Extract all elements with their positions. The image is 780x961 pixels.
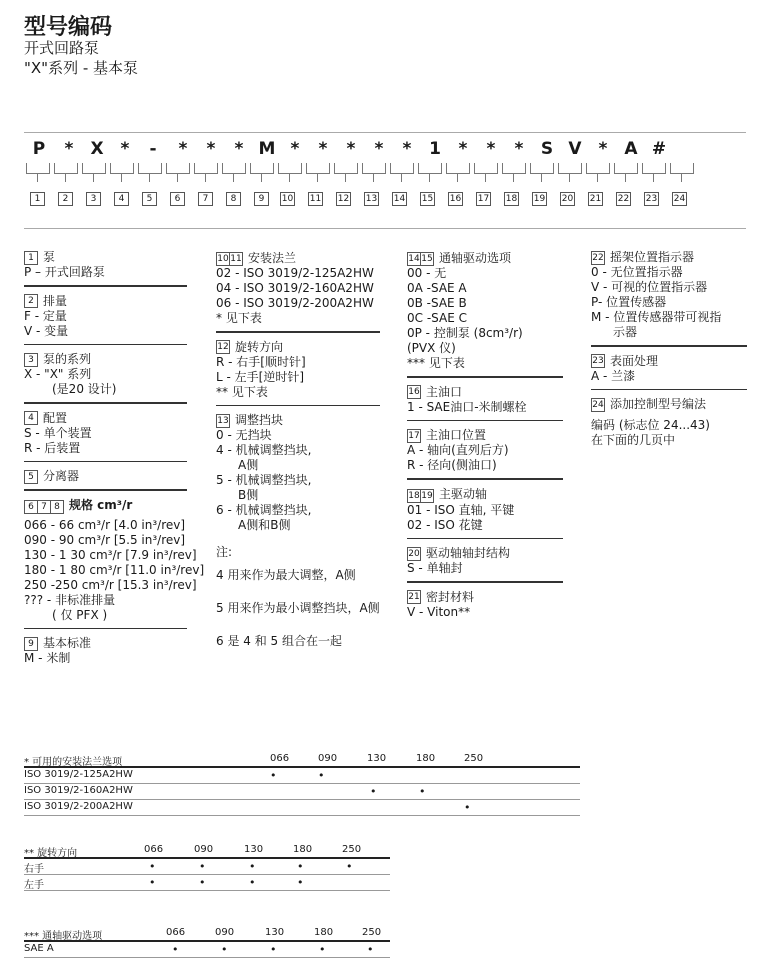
- section-header: [24, 250, 187, 265]
- section-divider: [24, 344, 187, 346]
- code-char: S: [540, 139, 554, 159]
- option-line: ** 见下表: [216, 384, 268, 399]
- availability-dot: •: [367, 943, 374, 956]
- table-row: [24, 875, 390, 891]
- position-number: 12: [337, 194, 350, 204]
- option-line: 6 - 机械调整挡块,: [216, 503, 312, 517]
- section-header: [216, 250, 380, 266]
- option-line: V - Viton**: [407, 604, 471, 619]
- column-3: [407, 248, 563, 620]
- section-title: 规格 cm³/r: [69, 498, 133, 512]
- option-line: 01 - ISO 直轴, 平键: [407, 502, 515, 517]
- bracket: [166, 163, 190, 174]
- bracket: [82, 163, 106, 174]
- section-header: [407, 250, 563, 266]
- column-header: 250: [342, 844, 362, 855]
- position-number: 21: [589, 194, 602, 204]
- table-header: [24, 752, 580, 768]
- option-line: 066 - 66 cm³/r [4.0 in³/rev]: [24, 517, 186, 532]
- table-title: * 可用的安装法兰选项: [24, 757, 123, 768]
- position-box: 11: [230, 254, 242, 264]
- section-divider: [24, 489, 187, 491]
- option-line: M - 位置传感器带可视指: [591, 310, 722, 324]
- availability-dot: •: [419, 785, 426, 798]
- section-header: [24, 498, 187, 514]
- option-line: P- 位置传感器: [591, 295, 667, 309]
- section-title: 密封材料: [426, 589, 475, 604]
- option-line: A侧: [238, 458, 259, 472]
- section-header: [407, 590, 563, 605]
- column-header: 130: [244, 844, 264, 855]
- position-box: 4: [24, 411, 38, 425]
- bracket: [642, 163, 666, 174]
- flange-options-table: [24, 752, 580, 816]
- section-divider: [591, 345, 747, 347]
- availability-dot: •: [297, 860, 304, 873]
- position-number: 16: [449, 194, 462, 204]
- column-header: 090: [194, 844, 214, 855]
- code-char: *: [206, 139, 216, 159]
- column-header: 180: [416, 753, 436, 764]
- position-number: 19: [533, 194, 546, 204]
- column-1: [24, 248, 205, 666]
- position-number: 1: [30, 192, 45, 206]
- code-char: *: [402, 139, 412, 159]
- position-number: 24: [673, 194, 686, 204]
- position-number: 15: [421, 194, 434, 204]
- row-label: ISO 3019/2-125A2HW: [24, 769, 133, 780]
- position-box: 3: [24, 353, 38, 367]
- table-header: [24, 926, 390, 942]
- section-header: [591, 397, 747, 412]
- position-number: 17: [477, 194, 490, 204]
- column-2: [216, 248, 380, 649]
- code-char: A: [624, 139, 638, 159]
- option-line: S - 单个装置: [24, 425, 92, 440]
- position-box: 15: [421, 254, 433, 264]
- divider: [24, 132, 746, 133]
- code-char: *: [64, 139, 74, 159]
- code-char: *: [486, 139, 496, 159]
- option-line: 02 - ISO 花键: [407, 517, 483, 532]
- bracket: [390, 163, 414, 174]
- column-header: 130: [367, 753, 387, 764]
- thru-drive-table: [24, 926, 390, 958]
- bracket: [222, 163, 246, 174]
- option-line: R - 后装置: [24, 440, 81, 455]
- section-header: [407, 546, 563, 561]
- divider: [24, 228, 746, 229]
- position-number: 9: [254, 192, 269, 206]
- option-line: F - 定量: [24, 308, 67, 323]
- position-box: 23: [592, 356, 604, 366]
- position-number: 5: [142, 192, 157, 206]
- section-header: [591, 354, 747, 369]
- option-line: 0 - 无挡块: [216, 428, 272, 442]
- availability-dot: •: [319, 943, 326, 956]
- bracket: [194, 163, 218, 174]
- section-title: 主油口位置: [426, 428, 487, 442]
- section-title: 主油口: [426, 384, 463, 399]
- position-number: 14: [393, 194, 406, 204]
- position-number: 20: [561, 194, 574, 204]
- column-header: 250: [464, 753, 484, 764]
- section-title: 旋转方向: [235, 339, 284, 354]
- row-label: 左手: [24, 880, 44, 891]
- page-title: 型号编码: [24, 15, 113, 40]
- column-header: 090: [215, 927, 235, 938]
- bracket: [586, 163, 610, 174]
- code-char: M: [258, 139, 276, 159]
- code-char: P: [32, 139, 46, 159]
- section-divider: [591, 389, 747, 391]
- option-line: ??? - 非标准排量: [24, 592, 116, 607]
- position-box: 12: [217, 342, 229, 352]
- option-line: A - 兰漆: [591, 368, 636, 383]
- table-row: [24, 800, 580, 816]
- code-char: *: [598, 139, 608, 159]
- bracket: [558, 163, 582, 174]
- section-title: 配置: [43, 410, 68, 425]
- note-line: 5 用来作为最小调整挡块，A侧: [216, 601, 380, 615]
- position-box: 18: [408, 490, 420, 501]
- option-line: 5 - 机械调整挡块,: [216, 473, 312, 487]
- code-char: V: [568, 139, 582, 159]
- bracket: [54, 163, 78, 174]
- position-number: 18: [505, 194, 518, 204]
- section-divider: [24, 461, 187, 463]
- series-subtitle: "X"系列 - 基本泵: [24, 59, 139, 77]
- position-box: 1: [24, 251, 38, 265]
- position-number: 23: [645, 194, 658, 204]
- column-header: 130: [265, 927, 285, 938]
- bracket: [670, 163, 694, 174]
- bracket: [362, 163, 386, 174]
- option-line: 06 - ISO 3019/2-200A2HW: [216, 296, 374, 310]
- position-box: 2: [24, 294, 38, 308]
- option-line: 180 - 1 80 cm³/r [11.0 in³/rev]: [24, 562, 205, 577]
- option-line: 0 - 无位置指示器: [591, 265, 683, 279]
- option-line: S - 单轴封: [407, 561, 463, 575]
- section-title: 主驱动轴: [439, 487, 488, 501]
- bracket: [306, 163, 330, 174]
- option-line: P – 开式回路泵: [24, 265, 105, 279]
- bracket: [250, 163, 274, 174]
- section-divider: [407, 376, 563, 378]
- rotation-table: [24, 843, 390, 891]
- section-divider: [24, 628, 187, 630]
- column-header: 250: [362, 927, 382, 938]
- position-box: 8: [50, 500, 64, 514]
- option-line: X - "X" 系列: [24, 367, 92, 381]
- section-divider: [407, 478, 563, 480]
- code-char: *: [120, 139, 130, 159]
- availability-dot: •: [370, 785, 377, 798]
- section-title: 驱动轴轴封结构: [426, 546, 511, 560]
- position-number: 4: [114, 192, 129, 206]
- option-line: 130 - 1 30 cm³/r [7.9 in³/rev]: [24, 547, 197, 562]
- position-box: 14: [408, 254, 420, 264]
- position-box: 9: [24, 637, 38, 651]
- position-box: 22: [592, 252, 604, 263]
- bracket: [502, 163, 526, 174]
- column-header: 180: [293, 844, 313, 855]
- option-line: 在下面的几页中: [591, 433, 676, 447]
- section-header: [24, 294, 187, 309]
- availability-dot: •: [199, 860, 206, 873]
- availability-dot: •: [172, 943, 179, 956]
- option-line: 02 - ISO 3019/2-125A2HW: [216, 266, 374, 280]
- column-header: 066: [166, 927, 186, 938]
- column-header: 090: [318, 753, 338, 764]
- option-line: 04 - ISO 3019/2-160A2HW: [216, 281, 374, 295]
- section-header: [216, 340, 380, 355]
- option-line: 0B -SAE B: [407, 296, 467, 310]
- bracket: [530, 163, 554, 174]
- note-line: 6 是 4 和 5 组合在一起: [216, 634, 342, 648]
- option-line: (是20 设计): [52, 382, 117, 396]
- option-line: A侧和B侧: [238, 518, 291, 532]
- position-box: 20: [408, 548, 420, 559]
- option-line: R - 径向(侧油口): [407, 458, 497, 472]
- option-line: M - 米制: [24, 651, 71, 665]
- section-divider: [407, 581, 563, 583]
- section-title: 通轴驱动选项: [439, 250, 512, 265]
- position-box: 19: [421, 490, 433, 501]
- section-title: 表面处理: [610, 353, 659, 368]
- row-label: 右手: [24, 864, 44, 875]
- option-line: 090 - 90 cm³/r [5.5 in³/rev]: [24, 532, 186, 547]
- section-divider: [407, 538, 563, 540]
- option-line: L - 左手[逆时针]: [216, 369, 305, 384]
- code-char: X: [90, 139, 104, 159]
- section-header: [407, 385, 563, 400]
- column-header: 066: [144, 844, 164, 855]
- table-row: [24, 768, 580, 784]
- section-header: [407, 428, 563, 443]
- position-box: 24: [592, 399, 604, 410]
- availability-dot: •: [464, 801, 471, 814]
- position-number: 8: [226, 192, 241, 206]
- section-header: [24, 352, 187, 367]
- section-title: 泵: [43, 250, 56, 264]
- code-char: -: [149, 139, 157, 159]
- availability-dot: •: [221, 943, 228, 956]
- bracket: [26, 163, 50, 174]
- section-header: [216, 413, 380, 428]
- section-divider: [216, 405, 380, 407]
- code-char: *: [178, 139, 188, 159]
- section-title: 泵的系列: [43, 352, 92, 366]
- column-4: [591, 248, 747, 448]
- section-title: 调整挡块: [235, 413, 284, 427]
- position-box: 6: [24, 500, 38, 514]
- option-line: V - 可视的位置指示器: [591, 280, 708, 294]
- position-box: 5: [24, 470, 38, 484]
- position-box: 13: [217, 415, 229, 426]
- section-title: 基本标准: [43, 636, 92, 650]
- section-header: [24, 469, 187, 484]
- option-line: B侧: [238, 488, 259, 502]
- bracket: [418, 163, 442, 174]
- section-header: [591, 250, 747, 265]
- bracket: [334, 163, 358, 174]
- position-number: 22: [617, 194, 630, 204]
- option-line: 0C -SAE C: [407, 311, 467, 325]
- option-line: * 见下表: [216, 311, 262, 325]
- position-number: 2: [58, 192, 73, 206]
- option-line: (PVX 仪): [407, 341, 456, 355]
- column-header: 066: [270, 753, 290, 764]
- availability-dot: •: [270, 769, 277, 782]
- code-char: #: [651, 139, 667, 159]
- section-divider: [24, 285, 187, 287]
- position-box: 7: [37, 500, 51, 514]
- row-label: ISO 3019/2-160A2HW: [24, 785, 133, 796]
- option-line: 1 - SAE油口-米制螺栓: [407, 399, 527, 414]
- table-row: [24, 784, 580, 800]
- option-line: 示器: [613, 325, 638, 339]
- table-title: *** 通轴驱动选项: [24, 931, 103, 942]
- section-header: [24, 411, 187, 426]
- availability-dot: •: [249, 860, 256, 873]
- section-title: 摇架位置指示器: [610, 250, 695, 264]
- section-divider: [216, 331, 380, 333]
- bracket: [614, 163, 638, 174]
- bracket: [110, 163, 134, 174]
- position-box: 21: [408, 592, 420, 602]
- option-line: ( 仅 PFX ): [52, 607, 108, 622]
- option-line: 4 - 机械调整挡块,: [216, 443, 312, 457]
- section-title: 安装法兰: [248, 250, 297, 265]
- position-box: 17: [408, 430, 420, 441]
- option-line: 00 - 无: [407, 266, 447, 280]
- position-box: 10: [217, 254, 229, 264]
- option-line: *** 见下表: [407, 356, 465, 370]
- column-header: 180: [314, 927, 334, 938]
- code-char: *: [514, 139, 524, 159]
- table-header: [24, 843, 390, 859]
- table-row: [24, 859, 390, 875]
- bracket: [446, 163, 470, 174]
- option-line: 0P - 控制泵 (8cm³/r): [407, 326, 523, 340]
- code-char: *: [458, 139, 468, 159]
- option-line: 250 -250 cm³/r [15.3 in³/rev]: [24, 577, 197, 592]
- bracket: [474, 163, 498, 174]
- row-label: ISO 3019/2-200A2HW: [24, 801, 133, 812]
- option-line: 0A -SAE A: [407, 281, 467, 295]
- position-number: 13: [365, 194, 378, 204]
- note-line: 4 用来作为最大调整，A侧: [216, 568, 356, 582]
- row-label: SAE A: [24, 943, 54, 954]
- availability-dot: •: [199, 876, 206, 889]
- code-char: *: [374, 139, 384, 159]
- position-box: 16: [408, 387, 420, 397]
- code-char: *: [346, 139, 356, 159]
- code-char: *: [318, 139, 328, 159]
- notes-title: 注:: [216, 545, 233, 559]
- option-line: R - 右手[顺时针]: [216, 354, 306, 369]
- availability-dot: •: [149, 860, 156, 873]
- section-title: 排量: [43, 293, 68, 308]
- bracket: [278, 163, 302, 174]
- availability-dot: •: [149, 876, 156, 889]
- table-title: ** 旋转方向: [24, 848, 78, 859]
- availability-dot: •: [318, 769, 325, 782]
- availability-dot: •: [297, 876, 304, 889]
- code-char: 1: [429, 139, 441, 159]
- option-line: V - 变量: [24, 323, 69, 338]
- code-char: *: [290, 139, 300, 159]
- position-number: 6: [170, 192, 185, 206]
- availability-dot: •: [270, 943, 277, 956]
- position-number: 10: [281, 194, 294, 204]
- option-line: A - 轴向(直列后方): [407, 443, 509, 457]
- section-divider: [407, 420, 563, 422]
- position-number: 7: [198, 192, 213, 206]
- position-number: 11: [309, 194, 322, 204]
- table-row: [24, 942, 390, 958]
- section-title: 分离器: [43, 469, 80, 483]
- code-char: *: [234, 139, 244, 159]
- section-divider: [24, 402, 187, 404]
- section-title: 添加控制型号编法: [610, 397, 707, 411]
- position-number: 3: [86, 192, 101, 206]
- page-subtitle: 开式回路泵: [24, 39, 100, 57]
- availability-dot: •: [346, 860, 353, 873]
- availability-dot: •: [249, 876, 256, 889]
- section-header: [24, 636, 187, 651]
- bracket: [138, 163, 162, 174]
- option-line: 编码 (标志位 24...43): [591, 418, 710, 432]
- section-header: [407, 487, 563, 503]
